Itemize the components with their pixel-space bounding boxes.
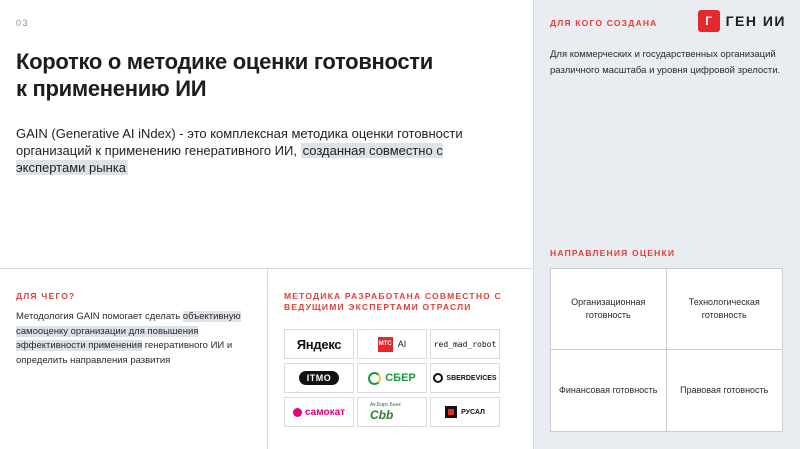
rusal-logo [430, 397, 500, 427]
partners-block [268, 269, 533, 449]
samokat-logo [284, 397, 354, 427]
lead-text: GAIN (Generative AI iNdex) - это комплексная методика оценки готовности организаций к применению генеративного ИИ, [16, 126, 463, 158]
side-panel [533, 0, 800, 449]
direction-technological: Технологическая готовность [667, 269, 783, 350]
brand-logo [698, 10, 786, 32]
red-mad-robot-text: red_mad_robot [433, 339, 497, 349]
mts-mark-icon: МТС [378, 337, 393, 352]
akbars-logo [357, 397, 427, 427]
yandex-logo [284, 329, 354, 359]
lead-highlight: созданная совместно с экспертами рынка [16, 143, 443, 175]
itmo-logo-text: ITMO [299, 371, 340, 385]
mts-ai-logo [357, 329, 427, 359]
akbars-big-text: Сbb [370, 408, 394, 422]
sberdevices-ring-icon [433, 373, 443, 383]
direction-financial: Финансовая готовность [551, 350, 667, 431]
why-block [0, 269, 268, 449]
direction-organizational: Организационная готовность [551, 269, 667, 350]
samokat-dot-icon [293, 408, 302, 417]
why-text [16, 310, 256, 368]
brand-mark-icon: Г [698, 10, 720, 32]
why-text-after: генеративного ИИ и определить направления развития [16, 340, 233, 366]
samokat-logo-text: самокат [304, 406, 346, 418]
page-title: Коротко о методике оценки готовности к применению ИИ [16, 49, 434, 101]
directions-grid [550, 268, 783, 432]
sberdevices-logo-text: SBERDEVICES [446, 374, 497, 382]
who-text: Для коммерческих и государственных организаций различного масштаба и уровня цифровой зрелости. [550, 49, 781, 76]
sber-logo-text: СБЕР [385, 372, 416, 384]
sber-ring-icon [368, 372, 381, 385]
lead-paragraph [16, 125, 476, 176]
itmo-logo [284, 363, 354, 393]
directions-label: НАПРАВЛЕНИЯ ОЦЕНКИ [550, 248, 676, 258]
sberdevices-logo [430, 363, 500, 393]
why-highlight: объективную самооценку организации для повышения эффективности применения [16, 311, 241, 351]
rusal-logo-text: РУСАЛ [461, 408, 485, 416]
bottom-section [0, 268, 533, 449]
sber-logo [357, 363, 427, 393]
mts-ai-text: AI [397, 339, 407, 349]
red-mad-robot-logo [430, 329, 500, 359]
akbars-small-text: Ак Барс Банк [370, 402, 401, 408]
why-text-before: Методология GAIN помогает сделать [16, 311, 181, 322]
partner-logos-grid [284, 329, 500, 427]
who-label: ДЛЯ КОГО СОЗДАНА [550, 18, 658, 28]
direction-legal: Правовая готовность [680, 385, 769, 395]
yandex-logo-text: Яндекс [296, 336, 342, 352]
page-number: 03 [16, 18, 30, 28]
brand-name: ГЕН ИИ [725, 13, 786, 29]
partners-label: МЕТОДИКА РАЗРАБОТАНА СОВМЕСТНО С ВЕДУЩИМИ ЭКСПЕРТАМИ ОТРАСЛИ [284, 291, 502, 312]
rusal-mark-icon [445, 406, 457, 418]
why-label: ДЛЯ ЧЕГО? [16, 291, 76, 301]
